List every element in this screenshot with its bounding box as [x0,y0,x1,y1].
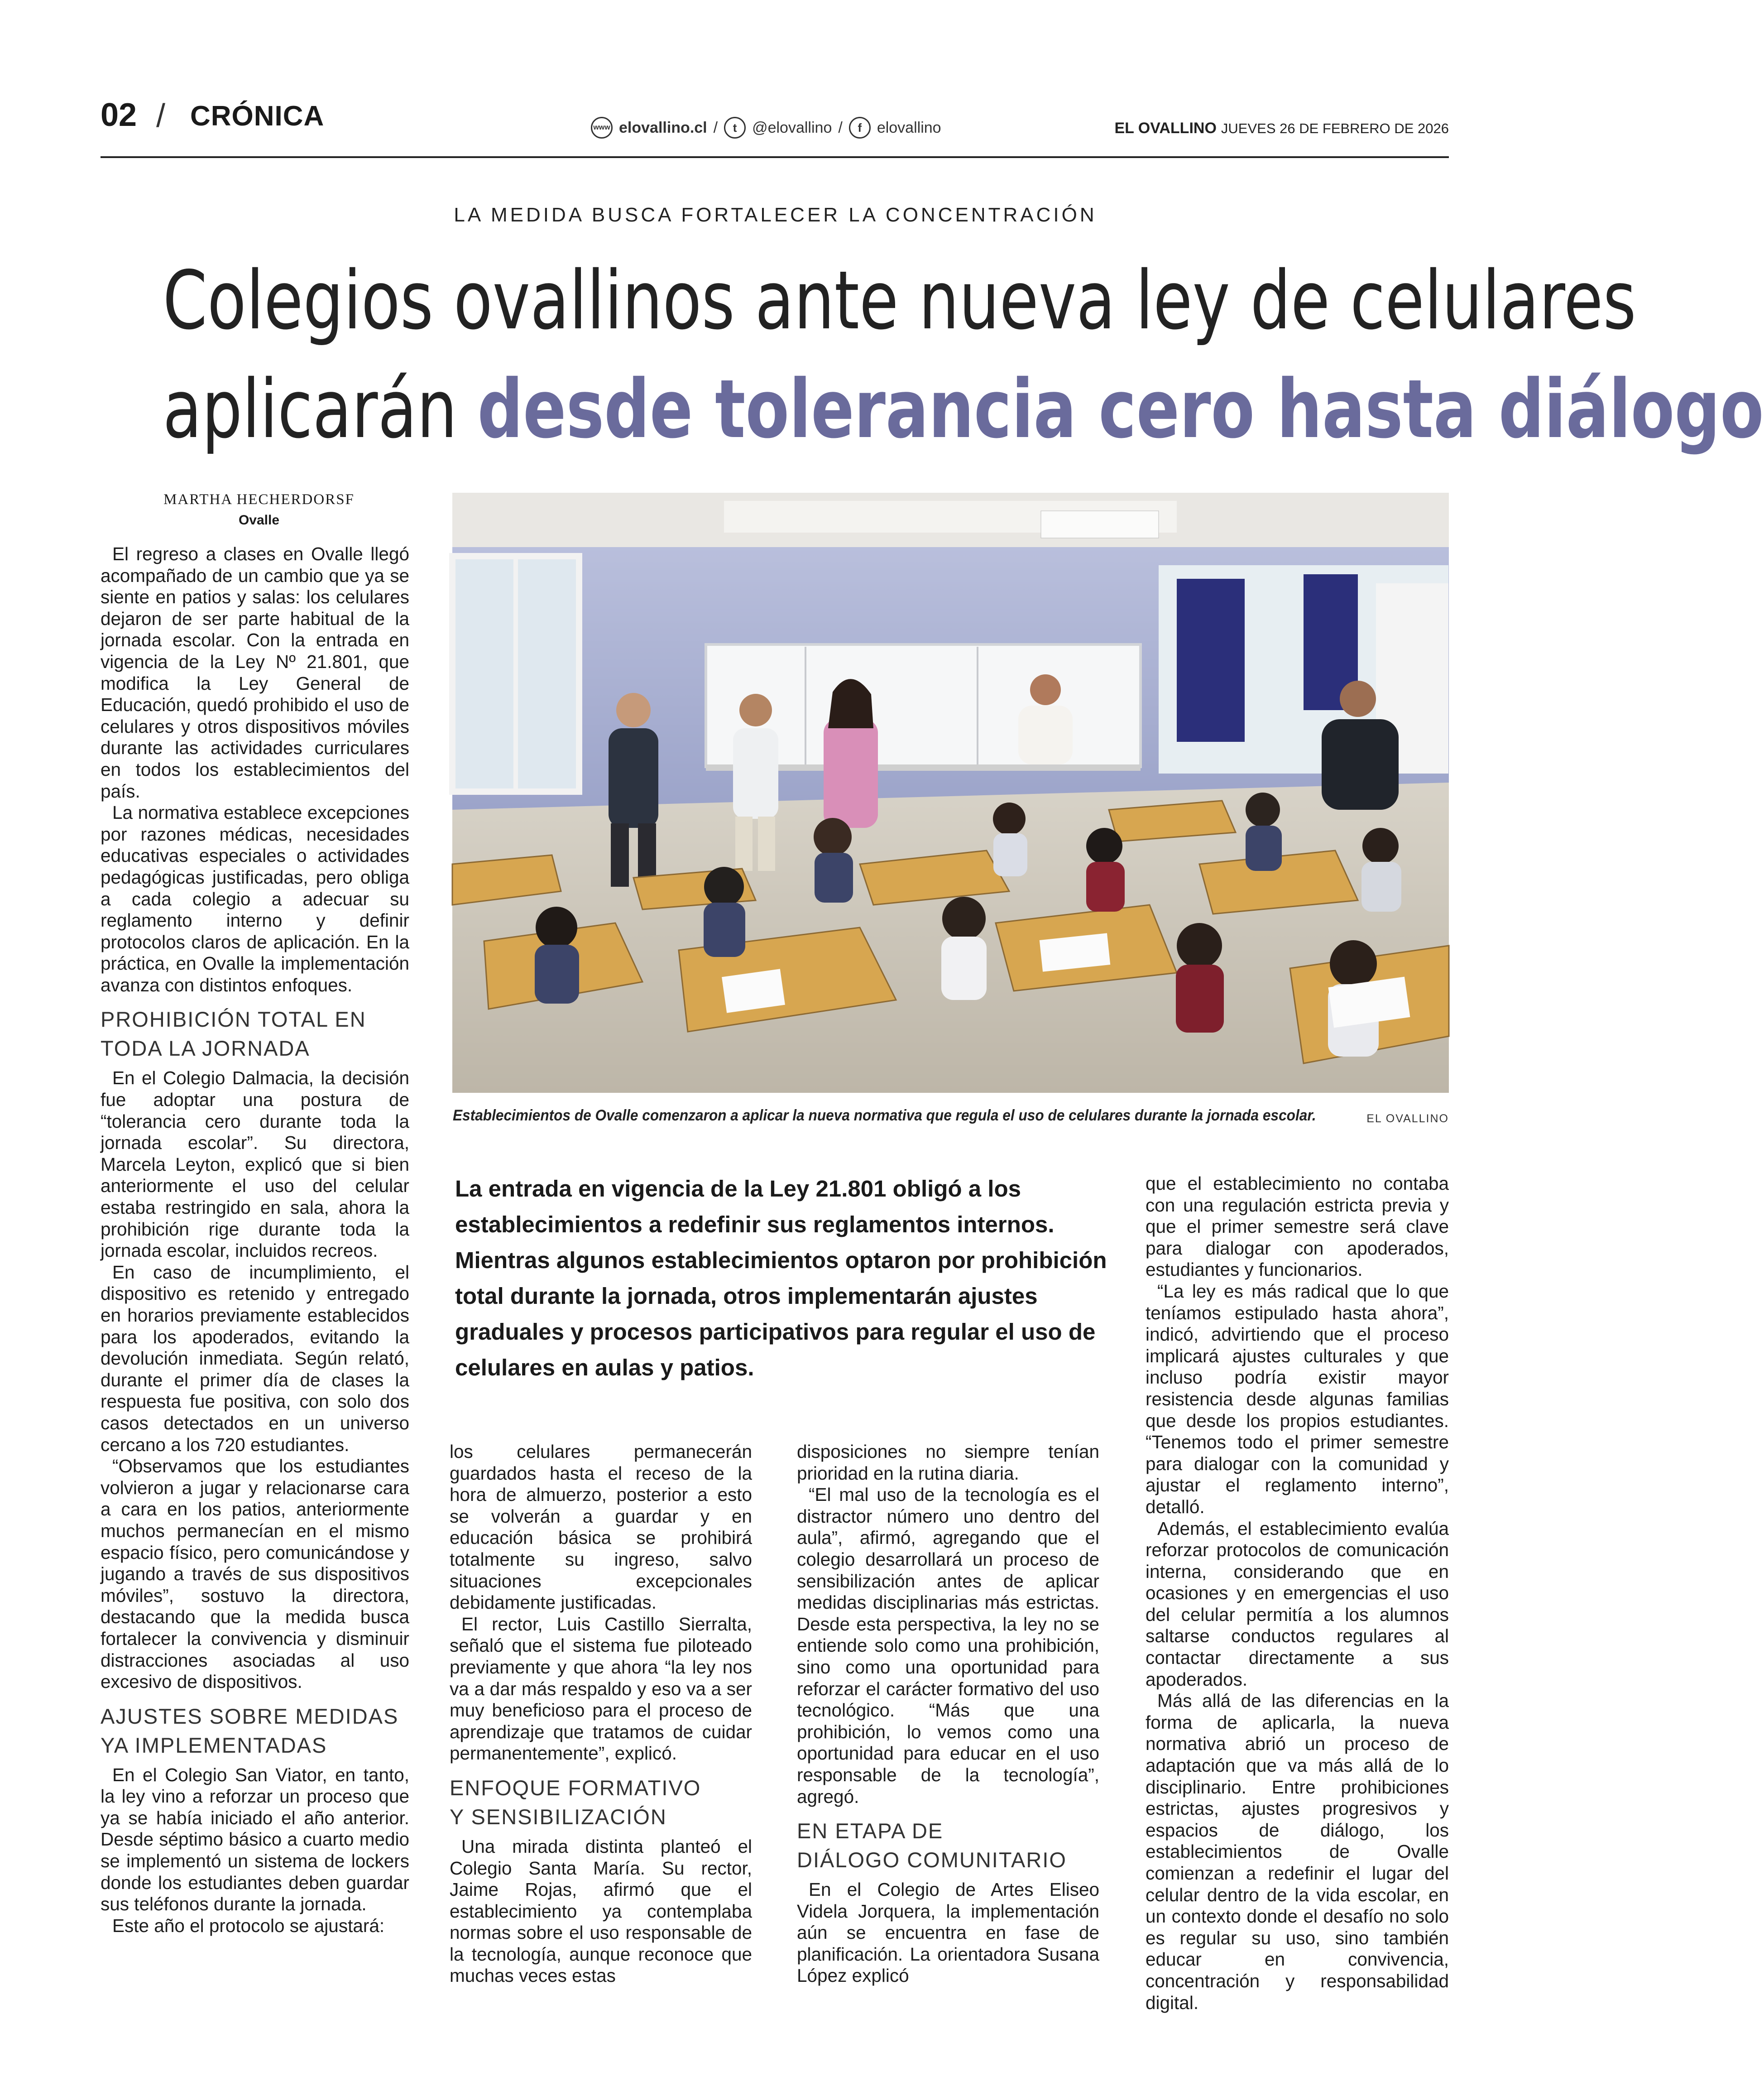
publication-name: EL OVALLINO [1114,120,1217,137]
subheading: EN ETAPA DE DIÁLOGO COMUNITARIO [797,1819,1067,1872]
paragraph: los celulares permanecerán guardados hasta el receso de la hora de almuerzo, posterior a esto se volverán a guardar y en educación básica se prohibirá totalmente su ingreso, salvo situaciones excepcionales debidamente justificadas. [450,1441,752,1613]
paragraph: Más allá de las diferencias en la forma de aplicarla, la nueva normativa abrió un proceso de adaptación que va más allá de lo disciplinario. Entre prohibiciones estrictas, ajustes progresivos y espacios de diálogo, los establecimientos de Ovalle comienzan a redefinir el lugar del celular dentro de la vida escolar, en un contexto donde el desafío no solo es regular su uso, sino también educar en convivencia, concentración y responsabilidad digital. [1146,1690,1449,2013]
paragraph: “La ley es más radical que lo que teníamos estipulado hasta ahora”, indicó, advirtiendo que el proceso implicará ajustes culturales y que incluso podría existir mayor resistencia desde algunas familias que desde los propios estudiantes. “Tenemos todo el primer semestre para dialogar con la comunidad y ajustar el reglamento interno”, detalló. [1146,1280,1449,1517]
paragraph: disposiciones no siempre tenían prioridad en la rutina diaria. [797,1441,1099,1484]
masthead-info [1114,120,1449,137]
headline-accent: desde tolerancia cero hasta diálogo [477,362,1764,456]
paragraph: Además, el establecimiento evalúa reforzar protocolos de comunicación interna, considerando que en ocasiones y en emergencias el uso del celular permitía a los alumnos saltarse conductos regulares al contactar directamente a sus apoderados. [1146,1518,1449,1690]
paragraph: Una mirada distinta planteó el Colegio Santa María. Su rector, Jaime Rojas, afirmó que el establecimiento ya contemplaba normas sobre el uso responsable de la tecnología, aunque reconoce que muchas veces estas [450,1836,752,1986]
paragraph: En caso de incumplimiento, el dispositivo es retenido y entregado en horarios previamente establecidos para los apoderados, evitando la devolución inmediata. Según relató, durante el primer día de clases la respuesta fue positiva, con solo dos casos detectados en un universo cercano a los 720 estudiantes. [101,1261,409,1455]
article-column-4 [1146,1173,1449,2014]
issue-date: JUEVES 26 DE FEBRERO DE 2026 [1221,120,1449,136]
headline-line-1: Colegios ovallinos ante nueva ley de celulares [163,254,1636,347]
dateline-location: Ovalle [238,513,280,528]
paragraph: “El mal uso de la tecnología es el distractor número uno dentro del aula”, afirmó, agregando que el colegio desarrollará un proceso de sensibilización antes de aplicar medidas disciplinarias más estrictas. Desde esta perspectiva, la ley no se entiende solo como una prohibición, sino como una oportunidad para reforzar el carácter formativo del uso tecnológico. “Más que una prohibición, lo vemos como una oportunidad para educar en el uso responsable de la tecnología”, agregó. [797,1484,1099,1807]
facebook-handle[interactable]: elovallino [877,119,941,136]
paragraph: Este año el protocolo se ajustará: [112,1915,385,1936]
subheading: AJUSTES SOBRE MEDIDAS YA IMPLEMENTADAS [101,1704,399,1757]
twitter-icon: t [724,117,746,139]
subheading: PROHIBICIÓN TOTAL EN TODA LA JORNADA [101,1007,366,1061]
header-rule [101,156,1449,158]
paragraph: “Observamos que los estudiantes volvieron a jugar y relacionarse cara a cara en los patios, anteriormente muchos permanecían en el mismo espacio físico, pero comunicándose y jugando a través de sus dispositivos móviles”, sostuvo la directora, destacando que la medida busca fortalecer la convivencia y disminuir distracciones asociadas al uso excesivo de dispositivos. [101,1456,409,1692]
paragraph: En el Colegio San Viator, en tanto, la ley vino a reforzar un proceso que ya se había iniciado el año anterior. Desde séptimo básico a cuarto medio se implementó un sistema de lockers donde los estudiantes deben guardar sus teléfonos durante la jornada. [101,1764,409,1915]
twitter-handle[interactable]: @elovallino [752,119,832,136]
social-links [591,117,941,139]
paragraph: En el Colegio de Artes Eliseo Videla Jorquera, la implementación aún se encuentra en fase de planificación. La orientadora Susana López explicó [797,1879,1099,1986]
website-link[interactable]: elovallino.cl [619,119,707,136]
separator: / [838,119,843,136]
article-column-2 [450,1441,752,1987]
paragraph: El regreso a clases en Ovalle llegó acompañado de un cambio que ya se siente en patios y salas: los celulares dejaron de ser parte habitual de la jornada escolar. Con la entrada en vigencia de la Ley Nº 21.801, que modifica la Ley General de Educación, quedó prohibido el uso de celulares y otros dispositivos móviles durante las actividades curriculares en todos los establecimientos del país. [101,543,409,802]
article-column-3 [797,1441,1099,1987]
headline-line-2 [163,362,1764,456]
section-title: CRÓNICA [190,101,325,132]
paragraph: La normativa establece excepciones por razones médicas, necesidades educativas especiales o actividades pedagógicas justificadas, pero obliga a cada colegio a adecuar su reglamento interno y definir protocolos claros de aplicación. En la práctica, en Ovalle la implementación avanza con distintos enfoques. [101,802,409,995]
subheading: ENFOQUE FORMATIVO Y SENSIBILIZACIÓN [450,1775,701,1829]
article-column-1 [101,543,409,1937]
paragraph: que el establecimiento no contaba con una regulación estricta previa y que el primer semestre será clave para dialogar con apoderados, estudiantes y funcionarios. [1146,1173,1449,1280]
headline-plain: aplicarán [163,362,478,456]
facebook-icon: f [849,117,871,139]
photo-credit: EL OVALLINO [1366,1112,1449,1125]
separator: / [713,119,718,136]
header-divider: / [156,98,166,134]
author-name: MARTHA HECHERDORSF [163,491,355,508]
paragraph: El rector, Luis Castillo Sierralta, señaló que el sistema fue piloteado previamente y que ahora “la ley nos va a dar más respaldo y eso va a ser muy beneficioso para el proceso de aprendizaje que tratamos de cuidar permanentemente”, explicó. [450,1613,752,1764]
article-photo [452,493,1449,1093]
article-lead: La entrada en vigencia de la Ley 21.801 obligó a los establecimientos a redefinir sus reglamentos internos. Mientras algunos establecimientos optaron por prohibición total durante la jornada, otros implementarán ajustes graduales y procesos participativos para regular el uso de celulares en aulas y patios. [455,1176,1107,1380]
article-kicker: LA MEDIDA BUSCA FORTALECER LA CONCENTRACIÓN [454,204,1097,226]
photo-caption: Establecimientos de Ovalle comenzaron a aplicar la nueva normativa que regula el uso de celulares durante la jornada escolar. [453,1107,1316,1124]
paragraph: En el Colegio Dalmacia, la decisión fue adoptar una postura de “tolerancia cero durante toda la jornada escolar”. Su directora, Marcela Leyton, explicó que si bien anteriormente el uso del celular estaba restringido en sala, ahora la prohibición rige durante toda la jornada escolar, incluidos recreos. [101,1067,409,1261]
page-number: 02 [101,97,137,133]
globe-icon: www [591,117,613,139]
